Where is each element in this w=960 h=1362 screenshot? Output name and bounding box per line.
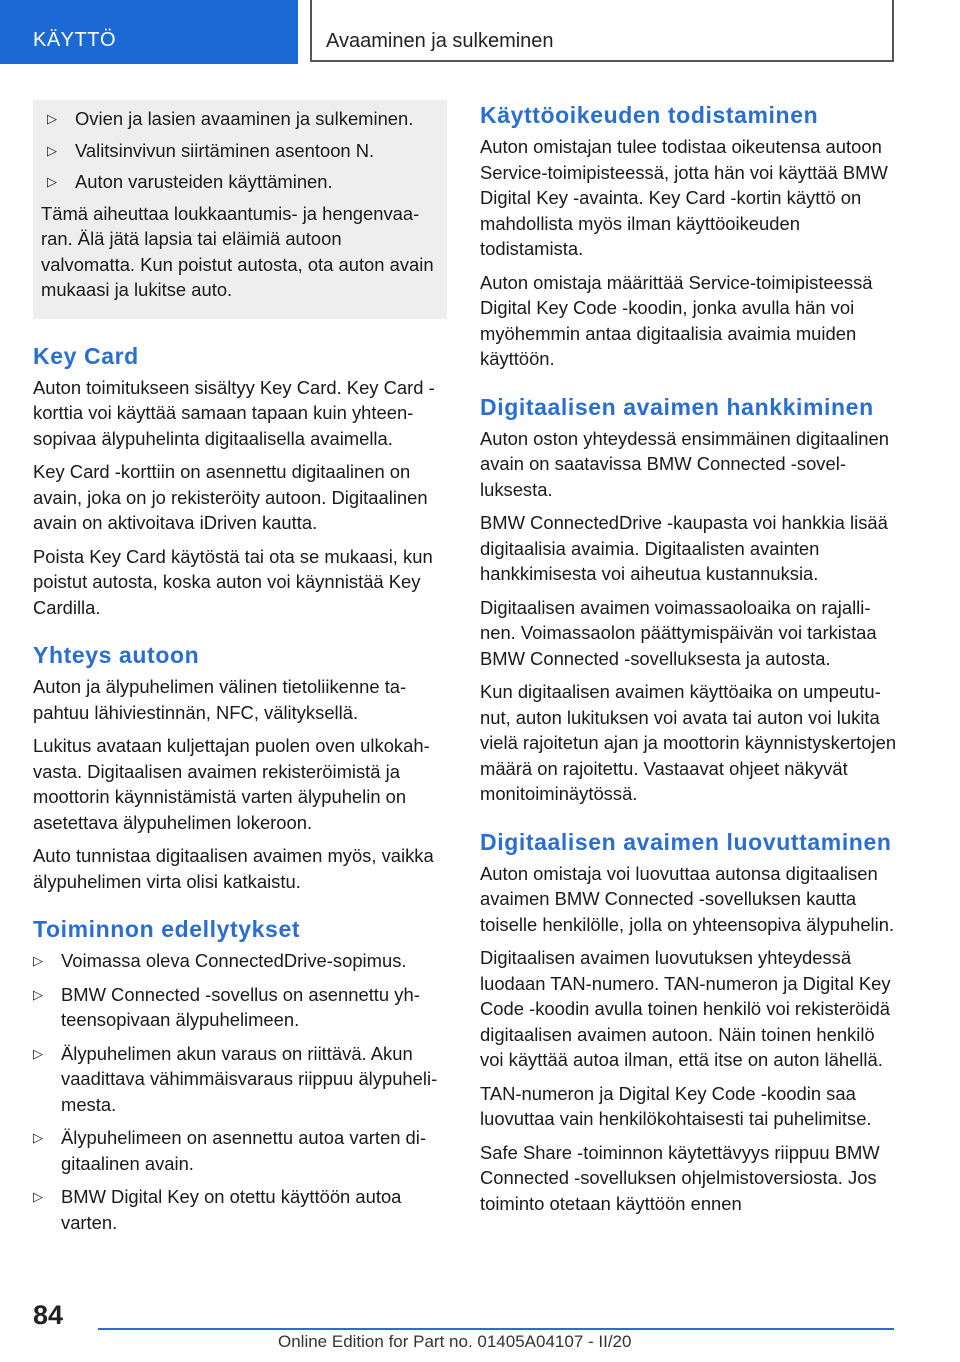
paragraph: Auto tunnistaa digitaalisen avaimen myös, vaikka älypuhelimen virta olisi katkaistu.	[33, 845, 434, 892]
paragraph: Auton omistaja voi luovuttaa autonsa digitaalisen avaimen BMW Connected -sovelluksen kautta toiselle henkilölle, jolla on yhteensopiva älypuhelin.	[480, 862, 895, 935]
notice-list-item: ▷ Auton varusteiden käyttäminen.	[41, 169, 439, 195]
paragraph: Digitaalisen avaimen luovutuksen yhteydessä luodaan TAN-numero. TAN-numeron ja Digital Key Code -koodin avulla toinen henkilö voi rekisteröidä digitaalisen avaimen autoon. Näin toinen henkilö voi käyttää autoa ilman, että itse on auton lähellä.	[480, 947, 891, 1070]
heading-kayttooikeuden-todistaminen: Käyttöoikeuden todistaminen	[480, 102, 819, 128]
paragraph: Auton omistaja määrittää Service-toimipisteessä Digital Key Code -koodin, jonka avulla hän voi myöhemmin antaa digitaalisia avaimia muiden käyttöön.	[480, 271, 873, 369]
section-tab	[0, 0, 298, 64]
requirement-list-item: ▷ Voimassa oleva ConnectedDrive-sopimus.	[33, 948, 447, 974]
footer-edition-text: Online Edition for Part no. 01405A04107 - II/20	[278, 1332, 632, 1351]
warning-notice-box	[33, 100, 447, 319]
paragraph: Auton toimitukseen sisältyy Key Card. Key Card -korttia voi käyttää samaan tapaan kuin yhteensopivaa älypuhelinta digitaalisella avaimella.	[33, 376, 435, 449]
paragraph: Key Card -korttiin on asennettu digitaalinen on avain, joka on jo rekisteröity autoon. Digitaalinen avain on aktivoitava iDriven kautta.	[33, 461, 428, 533]
heading-avaimen-luovuttaminen: Digitaalisen avaimen luovuttaminen	[480, 828, 892, 855]
notice-list-item: ▷ Valitsinvivun siirtäminen asentoon N.	[41, 138, 439, 164]
requirement-list-item: ▷ Älypuhelimen akun varaus on riittävä. Akun vaadittava vähimmäisvaraus riippuu älypuhelimesta.	[33, 1042, 438, 1115]
triangle-bullet-icon: ▷	[33, 1045, 43, 1061]
heading-avaimen-hankkiminen: Digitaalisen avaimen hankkiminen	[480, 393, 874, 420]
paragraph: Poista Key Card käytöstä tai ota se mukaasi, kun poistut autosta, koska auton voi käynnistää Key Cardilla.	[33, 545, 433, 618]
paragraph: BMW ConnectedDrive -kaupasta voi hankkia lisää digitaalisia avaimia. Digitaalisten avainten hankkimisesta voi aiheutua kustannuksia.	[480, 512, 888, 584]
paragraph: Lukitus avataan kuljettajan puolen oven ulkokahvasta. Digitaalisen avaimen rekisteröimistä ja moottorin käynnistämistä varten älypuhelin on asetettava älypuhelimen lokeroon.	[33, 735, 430, 833]
heading-toiminnon-edellytykset: Toiminnon edellytykset	[33, 916, 301, 942]
right-column	[480, 100, 898, 1224]
triangle-bullet-icon: ▷	[33, 1189, 43, 1204]
heading-key-card: Key Card	[33, 342, 139, 369]
requirement-list-item: ▷ BMW Digital Key on otettu käyttöön autoa varten.	[33, 1186, 402, 1233]
footer-divider	[98, 1328, 894, 1330]
paragraph: Digitaalisen avaimen voimassaoloaika on rajallinen. Voimassaolon päättymispäivän voi tarkistaa BMW Connected -sovelluksesta ja autosta.	[480, 596, 877, 669]
paragraph: Auton omistajan tulee todistaa oikeutensa autoon Service-toimipisteessä, jotta hän voi käyttää BMW Digital Key -avainta. Key Card -kortin käyttö on mahdollista myös ilman käyttöoikeuden todistamista.	[480, 136, 888, 259]
paragraph: TAN-numeron ja Digital Key Code -koodin saa luovuttaa vain henkilökohtaisesti tai puhelimitse.	[480, 1082, 872, 1129]
chapter-title-box	[310, 0, 894, 62]
section-tab-label: KÄYTTÖ	[33, 29, 117, 51]
triangle-bullet-icon: ▷	[33, 1130, 43, 1145]
heading-yhteys-autoon: Yhteys autoon	[33, 642, 200, 668]
requirement-list-item: ▷ Älypuhelimeen on asennettu autoa varten digitaalinen avain.	[33, 1127, 426, 1174]
paragraph: Safe Share -toiminnon käytettävyys riippuu BMW Connected -sovelluksen ohjelmistoversiosta. Jos toiminto otetaan käyttöön ennen	[480, 1141, 880, 1214]
paragraph: Auton oston yhteydessä ensimmäinen digitaalinen avain on saatavissa BMW Connected -sovelluksesta.	[480, 427, 889, 500]
paragraph: Kun digitaalisen avaimen käyttöaika on umpeutunut, auton lukituksen voi avata tai auton voi lukita vielä rajoitetun ajan ja moottorin käynnistyskertojen määrä on rajoitettu. Vastaavat ohjeet näkyvät monitoiminäytössä.	[480, 681, 897, 804]
paragraph: Auton ja älypuhelimen välinen tietoliikenne tapahtuu lähiviestinnän, NFC, välityksellä.	[33, 676, 407, 723]
notice-text: Tämä aiheuttaa loukkaantumis- ja hengenvaaran. Älä jätä lapsia tai eläimiä autoon valvomatta. Kun poistut autosta, ota auton avain mukaasi ja lukitse auto.	[41, 202, 434, 300]
left-column	[33, 100, 447, 1243]
requirement-list-item: ▷ BMW Connected -sovellus on asennettu yhteensopivaan älypuhelimeen.	[33, 983, 420, 1030]
triangle-bullet-icon: ▷	[47, 111, 57, 126]
triangle-bullet-icon: ▷	[47, 174, 57, 189]
triangle-bullet-icon: ▷	[47, 142, 57, 158]
triangle-bullet-icon: ▷	[33, 986, 43, 1002]
triangle-bullet-icon: ▷	[33, 953, 43, 968]
notice-list-item: ▷ Ovien ja lasien avaaminen ja sulkeminen.	[41, 106, 439, 132]
page-number: 84	[33, 1300, 64, 1330]
chapter-title: Avaaminen ja sulkeminen	[326, 30, 554, 52]
